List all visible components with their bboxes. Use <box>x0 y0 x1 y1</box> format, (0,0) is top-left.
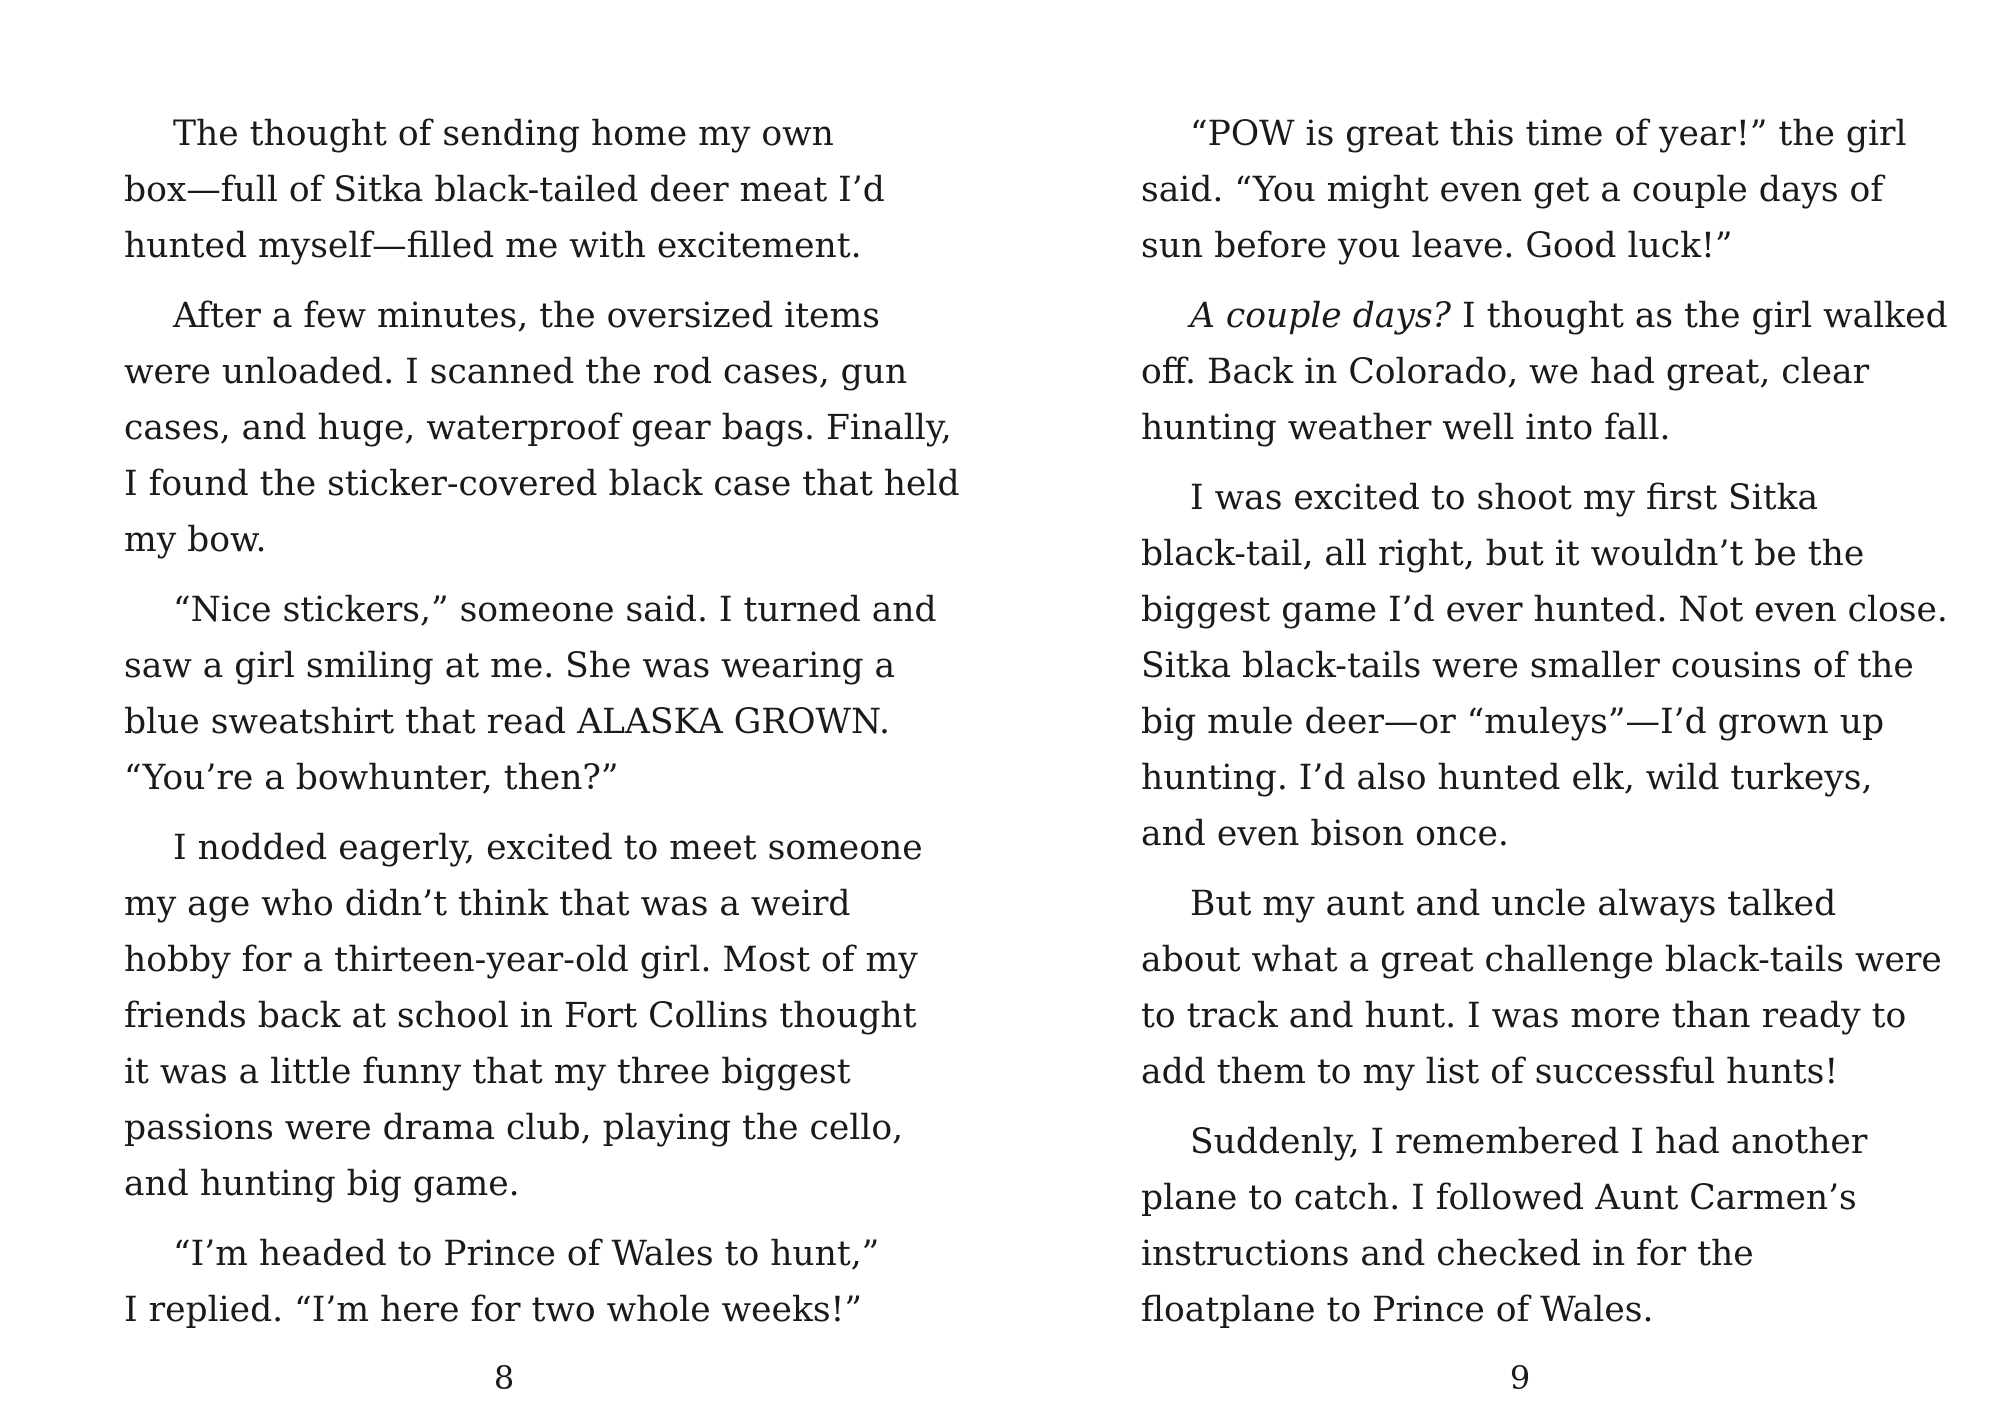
italic-thought: A couple days? <box>1190 296 1452 336</box>
paragraph-line: to track and hunt. I was more than ready to <box>1141 996 1907 1036</box>
paragraph-line: Suddenly, I remembered I had another <box>1190 1122 1868 1162</box>
paragraph-text: I thought as the girl walked <box>1451 296 1948 336</box>
paragraph-line: passions were drama club, playing the cello, <box>124 1108 904 1148</box>
right-page <box>1000 0 2000 1428</box>
paragraph-line: my bow. <box>124 520 267 560</box>
paragraph-line: big mule deer—or “muleys”—I’d grown up <box>1141 702 1885 742</box>
paragraph-line: The thought of sending home my own <box>173 114 834 154</box>
paragraph-line: “You’re a bowhunter, then?” <box>124 758 619 798</box>
paragraph-line: black-tail, all right, but it wouldn’t be the <box>1141 534 1865 574</box>
paragraph-line: hobby for a thirteen-year-old girl. Most of my <box>124 940 918 980</box>
paragraph-line: off. Back in Colorado, we had great, clear <box>1141 352 1870 392</box>
paragraph-line: friends back at school in Fort Collins thought <box>124 996 917 1036</box>
paragraph-line: it was a little funny that my three biggest <box>124 1052 851 1092</box>
paragraph-line: plane to catch. I followed Aunt Carmen’s <box>1141 1178 1857 1218</box>
paragraph-line: sun before you leave. Good luck!” <box>1141 226 1733 266</box>
paragraph-line: saw a girl smiling at me. She was wearing a <box>124 646 896 686</box>
paragraph-line: hunting. I’d also hunted elk, wild turkeys, <box>1141 758 1873 798</box>
paragraph-line: “I’m headed to Prince of Wales to hunt,” <box>173 1234 880 1274</box>
paragraph-line: instructions and checked in for the <box>1141 1234 1754 1274</box>
paragraph-line: biggest game I’d ever hunted. Not even close. <box>1141 590 1948 630</box>
paragraph-line: and hunting big game. <box>124 1164 520 1204</box>
paragraph-line: Sitka black-tails were smaller cousins of the <box>1141 646 1914 686</box>
paragraph-line: my age who didn’t think that was a weird <box>124 884 851 924</box>
paragraph-line: I was excited to shoot my first Sitka <box>1190 478 1819 518</box>
paragraph-line <box>1190 296 1948 336</box>
paragraph-line: about what a great challenge black-tails were <box>1141 940 1942 980</box>
page-number: 9 <box>1509 1359 1531 1397</box>
paragraph-line: But my aunt and uncle always talked <box>1190 884 1837 924</box>
paragraph-line: I nodded eagerly, excited to meet someone <box>173 828 923 868</box>
paragraph-line: cases, and huge, waterproof gear bags. Finally, <box>124 408 952 448</box>
paragraph-line: and even bison once. <box>1141 814 1509 854</box>
paragraph-line: hunted myself—filled me with excitement. <box>124 226 862 266</box>
paragraph-line: add them to my list of successful hunts! <box>1141 1052 1839 1092</box>
paragraph-line: “Nice stickers,” someone said. I turned and <box>173 590 937 630</box>
paragraph-line: hunting weather well into fall. <box>1141 408 1671 448</box>
paragraph-line: “POW is great this time of year!” the girl <box>1190 114 1907 154</box>
paragraph-line: I replied. “I’m here for two whole weeks!” <box>124 1290 863 1330</box>
paragraph-line: I found the sticker-covered black case that held <box>124 464 960 504</box>
paragraph-line: After a few minutes, the oversized items <box>173 296 880 336</box>
paragraph-line: floatplane to Prince of Wales. <box>1141 1290 1654 1330</box>
paragraph-line: said. “You might even get a couple days of <box>1141 170 1884 210</box>
paragraph-line: blue sweatshirt that read ALASKA GROWN. <box>124 702 890 742</box>
page-number: 8 <box>493 1359 515 1397</box>
paragraph-line: were unloaded. I scanned the rod cases, gun <box>124 352 908 392</box>
paragraph-line: box—full of Sitka black-tailed deer meat I’d <box>124 170 885 210</box>
